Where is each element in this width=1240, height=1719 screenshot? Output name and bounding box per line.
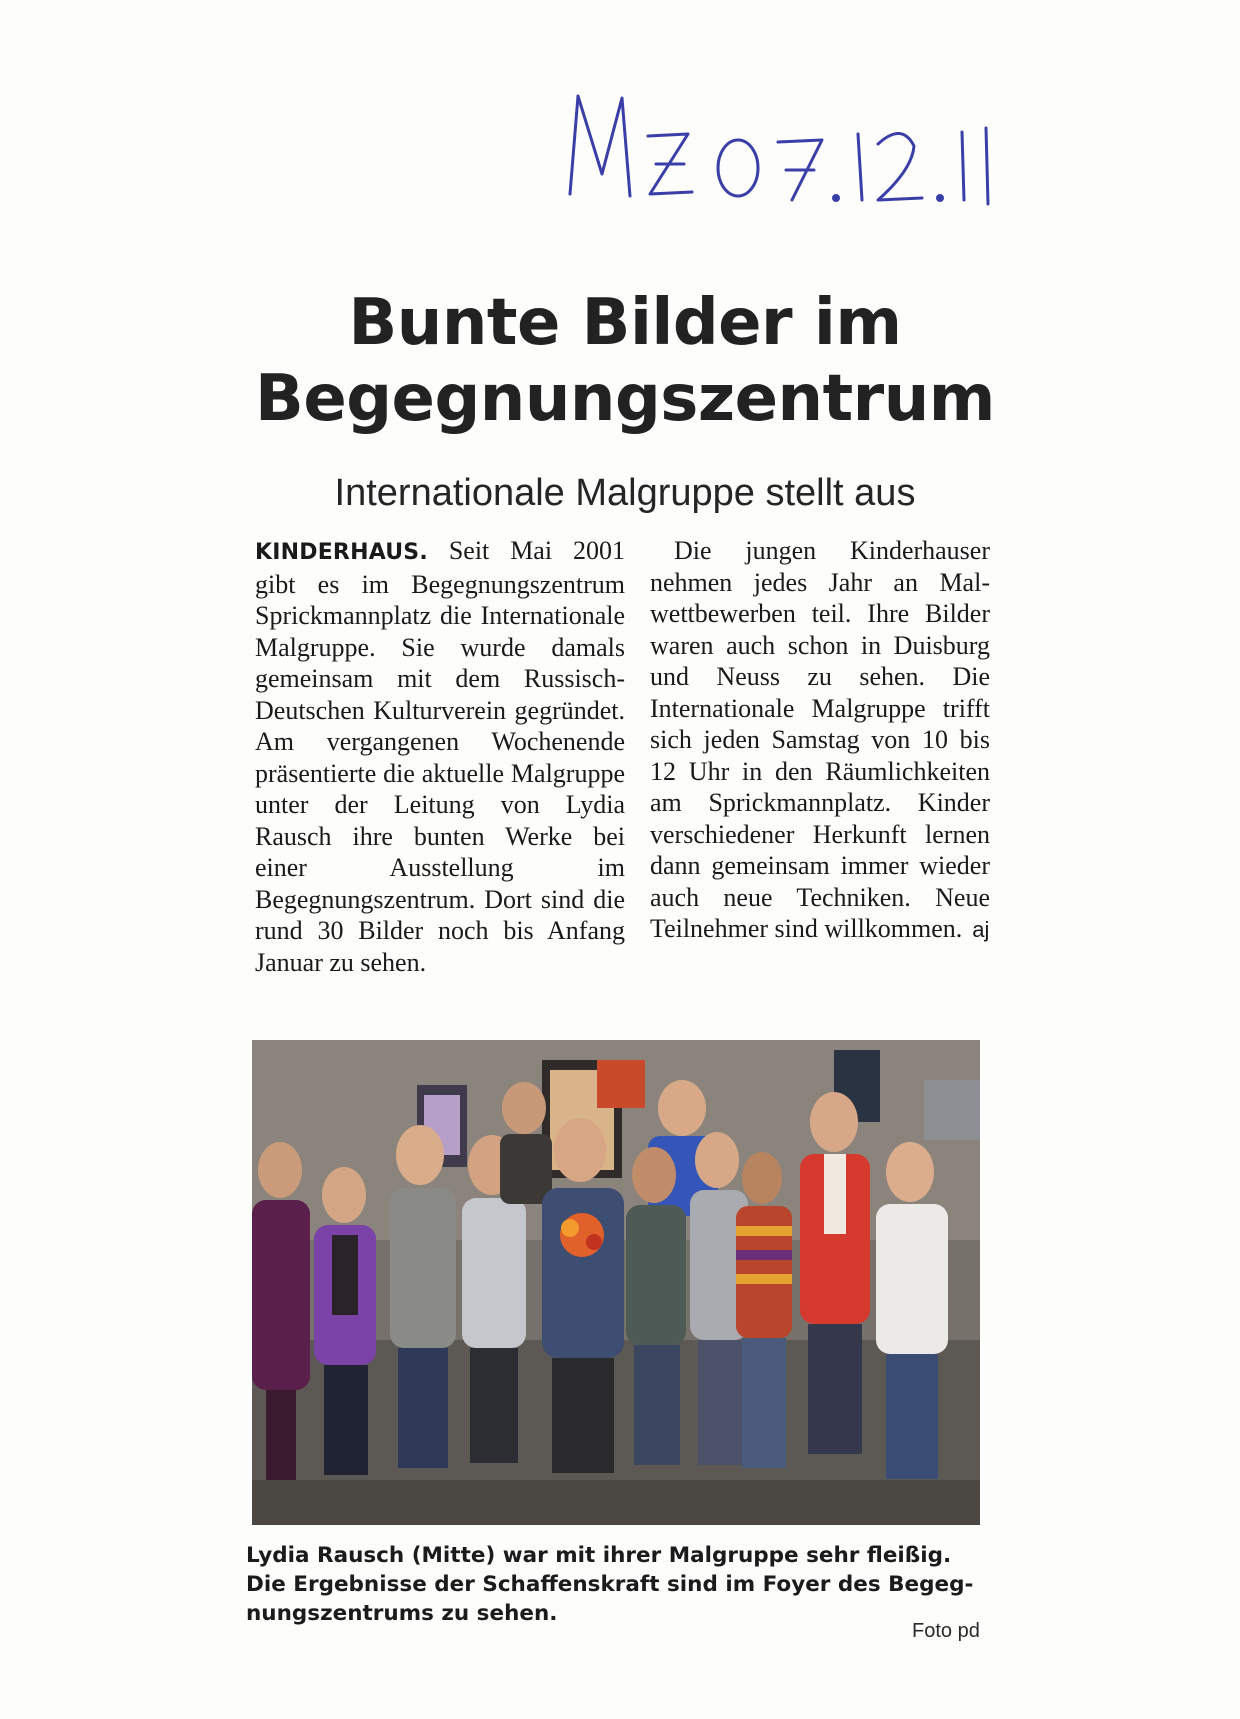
group-photo: [252, 1040, 980, 1525]
article-subheadline: Internationale Malgruppe stellt aus: [334, 472, 916, 514]
article-column-left: [255, 535, 625, 978]
headline-line-1: Bunte Bilder im: [348, 286, 902, 360]
right-column-paragraph: [650, 535, 990, 946]
author-signature: aj: [972, 917, 990, 942]
article-headline: [255, 285, 995, 437]
article-dateline: KINDERHAUS.: [255, 540, 428, 565]
caption-line-1: Lydia Rausch (Mitte) war mit ihrer Malgruppe sehr fleißig.: [246, 1543, 952, 1568]
left-column-paragraph: [255, 535, 625, 978]
group-photo-illustration: [252, 1040, 980, 1525]
caption-line-2: Die Ergebnisse der Schaffenskraft sind im Foyer des Begeg-: [246, 1572, 974, 1597]
photo-caption: [246, 1541, 1006, 1628]
left-column-text: Seit Mai 2001 gibt es im Begegnungszentrum Sprickmannplatz die Internationale Malgruppe. Sie wurde damals gemeinsam mit dem Russisch-Deutschen Kulturverein gegründet. Am vergangenen Wochenende präsentierte die aktuelle Malgruppe unter der Leitung von Lydia Rausch ihre bunten Werke bei einer Ausstellung im Begegnungszentrum. Dort sind die rund 30 Bilder noch bis Anfang Januar zu sehen.: [255, 536, 625, 977]
headline-line-2: Begegnungszentrum: [255, 362, 995, 436]
article-column-right: [650, 535, 990, 946]
right-column-text: Die jungen Kinderhauser nehmen jedes Jahr an Malwettbewerben teil. Ihre Bilder waren auch schon in Duisburg und Neuss zu sehen. Die Internationale Malgruppe trifft sich jeden Samstag von 10 bis 12 Uhr in den Räumlichkeiten am Sprickmannplatz. Kinder verschiedener Herkunft lernen dann gemeinsam immer wieder auch neue Techniken. Neue Teilnehmer sind willkommen.: [650, 536, 990, 943]
photo-credit: Foto pd: [912, 1620, 980, 1642]
caption-line-3: nungszentrums zu sehen.: [246, 1601, 558, 1626]
handwritten-date-note: [560, 76, 1080, 216]
